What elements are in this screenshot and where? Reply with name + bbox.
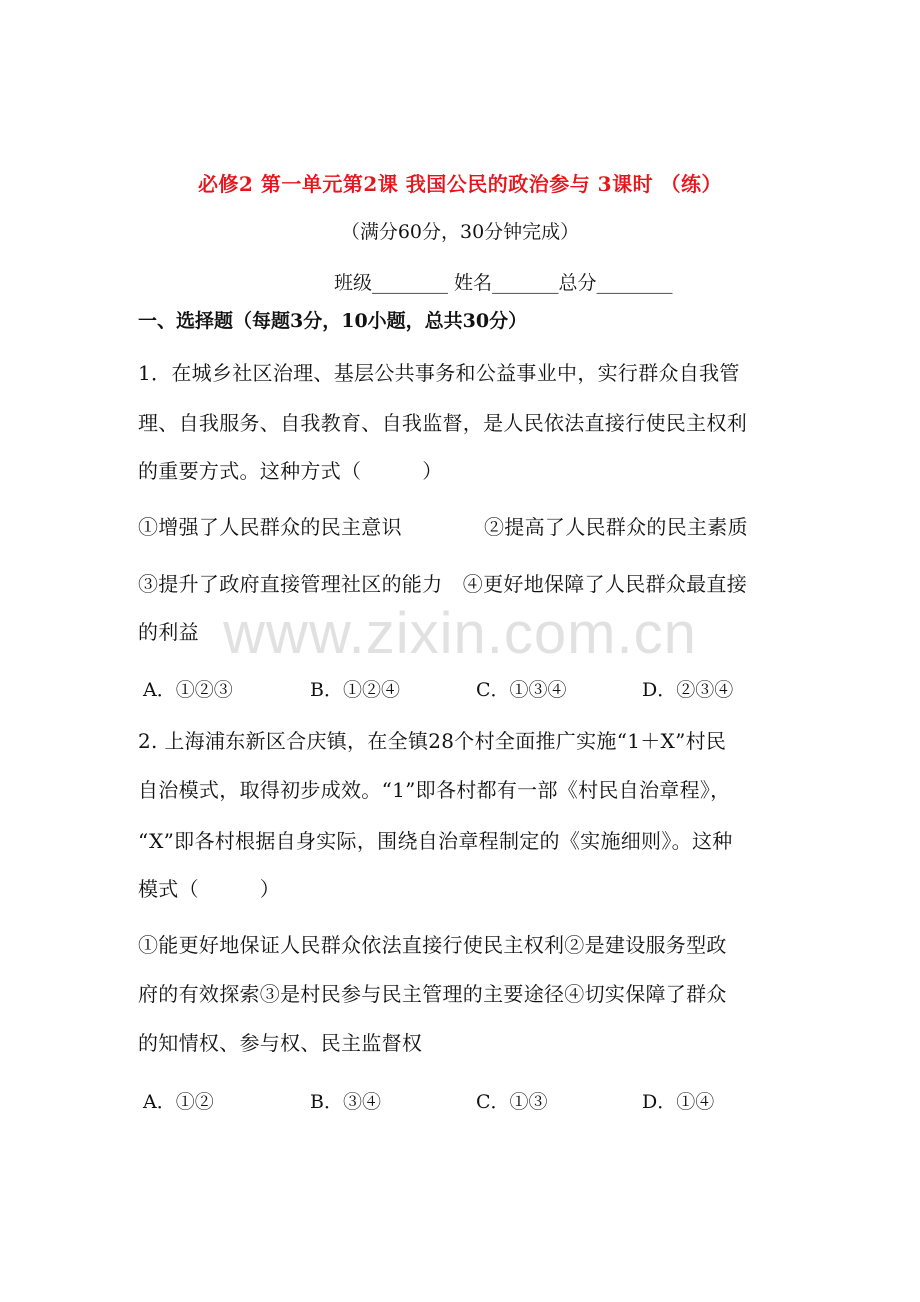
question-2-stem-line: 模式（ ） — [138, 877, 281, 901]
watermark: www.zixin.com.cn — [223, 601, 697, 666]
student-info-line: 班级________ 姓名_______总分________ — [334, 272, 673, 294]
question-2-stem-line: “X”即各村根据自身实际，围绕自治章程制定的《实施细则》。这种 — [138, 829, 733, 853]
question-1-statement: ③提升了政府直接管理社区的能力 ④更好地保障了人民群众最直接 — [138, 572, 747, 596]
question-2-stem-line: 2. 上海浦东新区合庆镇，在全镇28个村全面推广实施“1＋X”村民 — [138, 729, 727, 753]
question-1-statement: ②提高了人民群众的民主素质 — [484, 515, 748, 539]
document-subtitle: （满分60分，30分钟完成） — [340, 221, 580, 243]
question-2-option-d: D．①④ — [642, 1091, 715, 1113]
question-1-stem-line: 理、自我服务、自我教育、自我监督，是人民依法直接行使民主权利 — [138, 411, 747, 435]
question-1-statement: ①增强了人民群众的民主意识 — [138, 515, 402, 539]
question-2-statement: ①能更好地保证人民群众依法直接行使民主权利②是建设服务型政 — [138, 933, 727, 957]
question-2-statement: 府的有效探索③是村民参与民主管理的主要途径④切实保障了群众 — [138, 982, 727, 1006]
question-2-stem-line: 自治模式，取得初步成效。“1”即各村都有一部《村民自治章程》， — [138, 778, 731, 802]
question-2-statement: 的知情权、参与权、民主监督权 — [138, 1031, 423, 1055]
question-1-option-c: C．①③④ — [476, 679, 567, 701]
document-title: 必修2 第一单元第2课 我国公民的政治参与 3课时 （练） — [197, 172, 723, 196]
question-1-statement: 的利益 — [138, 620, 199, 644]
section-heading: 一、选择题（每题3分，10小题，总共30分） — [138, 310, 528, 332]
question-1-option-a: A．①②③ — [143, 679, 233, 701]
question-1-option-d: D．②③④ — [642, 679, 734, 701]
question-2-option-b: B．③④ — [310, 1091, 381, 1113]
question-1-option-b: B．①②④ — [310, 679, 400, 701]
question-2-option-c: C．①③ — [476, 1091, 548, 1113]
question-2-option-a: A．①② — [143, 1091, 214, 1113]
question-1-stem-line: 1．在城乡社区治理、基层公共事务和公益事业中，实行群众自我管 — [138, 361, 740, 385]
question-1-stem-line: 的重要方式。这种方式（ ） — [138, 459, 443, 483]
